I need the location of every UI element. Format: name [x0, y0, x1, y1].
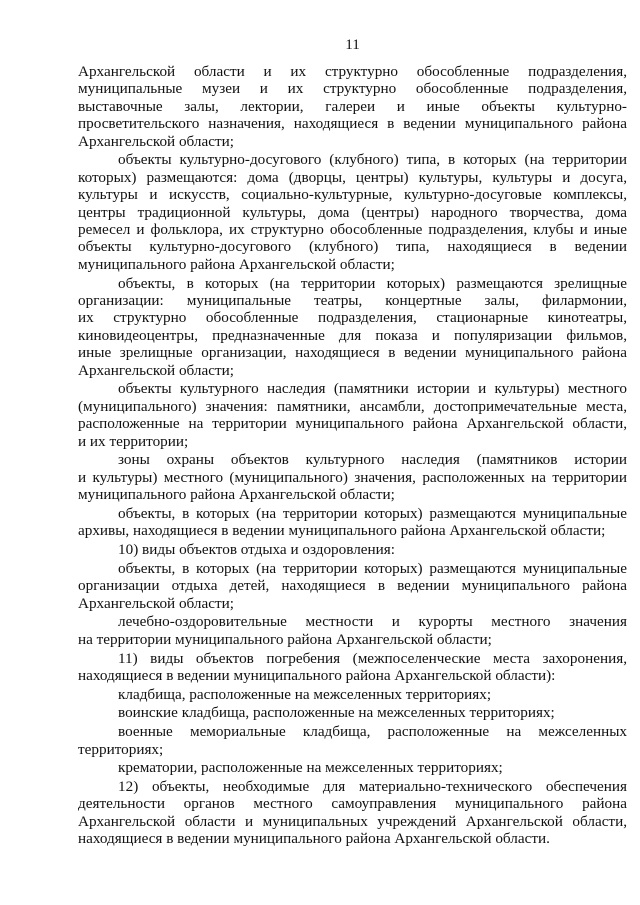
paragraph [78, 151, 627, 273]
text-line: 11) виды объектов погребения (межпоселенческие места захоронения, [118, 649, 627, 667]
text-line: организации: муниципальные театры, концертные залы, филармонии, [78, 291, 627, 309]
text-line: просветительского назначения, находящиеся в ведении муниципального района [78, 115, 627, 133]
text-line: иные зрелищные организации, находящиеся в ведении муниципального района [78, 344, 627, 362]
text-line: киновидеоцентры, предназначенные для показа и популяризации фильмов, [78, 326, 627, 344]
paragraph [78, 505, 627, 540]
text-line: и их территории; [78, 432, 189, 450]
paragraph [78, 451, 627, 503]
text-line: 12) объекты, необходимые для материально-технического обеспечения [118, 778, 627, 796]
text-line: лечебно-оздоровительные местности и курорты местного значения [118, 613, 627, 631]
text-line: находящиеся в ведении муниципального района Архангельской области. [78, 830, 550, 848]
text-line: культуры и искусств, социально-культурные, культурно-досуговые комплексы, [78, 186, 627, 204]
paragraph [78, 275, 627, 379]
text-line: их структурно обособленные подразделения, стационарные кинотеатры, [78, 309, 627, 327]
text-line: муниципального района Архангельской области; [78, 255, 395, 273]
text-line: находящиеся в ведении муниципального района Архангельской области): [78, 666, 556, 684]
text-line: и культуры) местного (муниципального) значения, расположенных на территории [78, 468, 627, 486]
text-line: выставочные залы, лектории, галереи и иные объекты культурно- [78, 97, 627, 115]
text-line: территориях; [78, 740, 164, 758]
text-line: объекты, в которых (на территории которых) размещаются зрелищные [118, 274, 627, 292]
text-line: объекты, в которых (на территории которых) размещаются муниципальные [118, 504, 627, 522]
text-line: крематории, расположенные на межселенных территориях; [118, 759, 503, 777]
text-line: ремесел и фольклора, их структурно обособленные подразделения, клубы и иные [78, 221, 627, 238]
text-line: архивы, находящиеся в ведении муниципального района Архангельской области; [78, 522, 606, 540]
text-line: 10) виды объектов отдыха и оздоровления: [118, 541, 395, 559]
text-line: Архангельской области; [78, 594, 234, 612]
text-line: объекты, в которых (на территории которых) размещаются муниципальные [118, 559, 627, 577]
text-line: объекты культурного наследия (памятники истории и культуры) местного [118, 380, 627, 398]
text-line: объекты культурно-досугового (клубного) типа, в которых (на территории [118, 151, 627, 169]
page-number: 11 [345, 36, 360, 53]
text-line: муниципального района Архангельской области; [78, 486, 395, 504]
text-line: муниципальные музеи и их структурно обособленные подразделения, [78, 80, 627, 98]
paragraph [78, 613, 627, 648]
paragraph [78, 541, 627, 558]
text-line: воинские кладбища, расположенные на межселенных территориях; [118, 704, 555, 722]
paragraph [78, 759, 627, 776]
paragraph [78, 723, 627, 758]
text-line: расположенные на территории муниципального района Архангельской области, [78, 415, 627, 433]
text-line: Архангельской области и их структурно обособленные подразделения, [78, 63, 627, 80]
text-line: зоны охраны объектов культурного наследия (памятников истории [118, 451, 627, 469]
text-line: которых) размещаются: дома (дворцы, центры) культуры, культуры и досуга, [78, 168, 627, 186]
text-line: Архангельской области; [78, 132, 234, 150]
text-line: объекты культурно-досугового (клубного) типа, находящиеся в ведении [78, 238, 627, 256]
text-line: (муниципального) значения: памятники, ансамбли, достопримечательные места, [78, 397, 627, 415]
paragraph [78, 63, 627, 150]
paragraph [78, 686, 627, 703]
paragraph [78, 704, 627, 721]
paragraph [78, 778, 627, 848]
text-line: деятельности органов местного самоуправления муниципального района [78, 795, 627, 813]
text-line: Архангельской области; [78, 361, 234, 379]
paragraph [78, 560, 627, 612]
paragraph [78, 650, 627, 685]
paragraph [78, 380, 627, 450]
text-line: центры традиционной культуры, дома (центры) народного творчества, дома [78, 203, 627, 221]
text-line: военные мемориальные кладбища, расположенные на межселенных [118, 723, 627, 741]
text-line: кладбища, расположенные на межселенных территориях; [118, 685, 492, 703]
text-body [78, 63, 627, 849]
text-line: на территории муниципального района Архангельской области; [78, 630, 492, 648]
text-line: Архангельской области и муниципальных учреждений Архангельской области, [78, 812, 627, 830]
text-line: организации отдыха детей, находящиеся в ведении муниципального района [78, 577, 627, 595]
